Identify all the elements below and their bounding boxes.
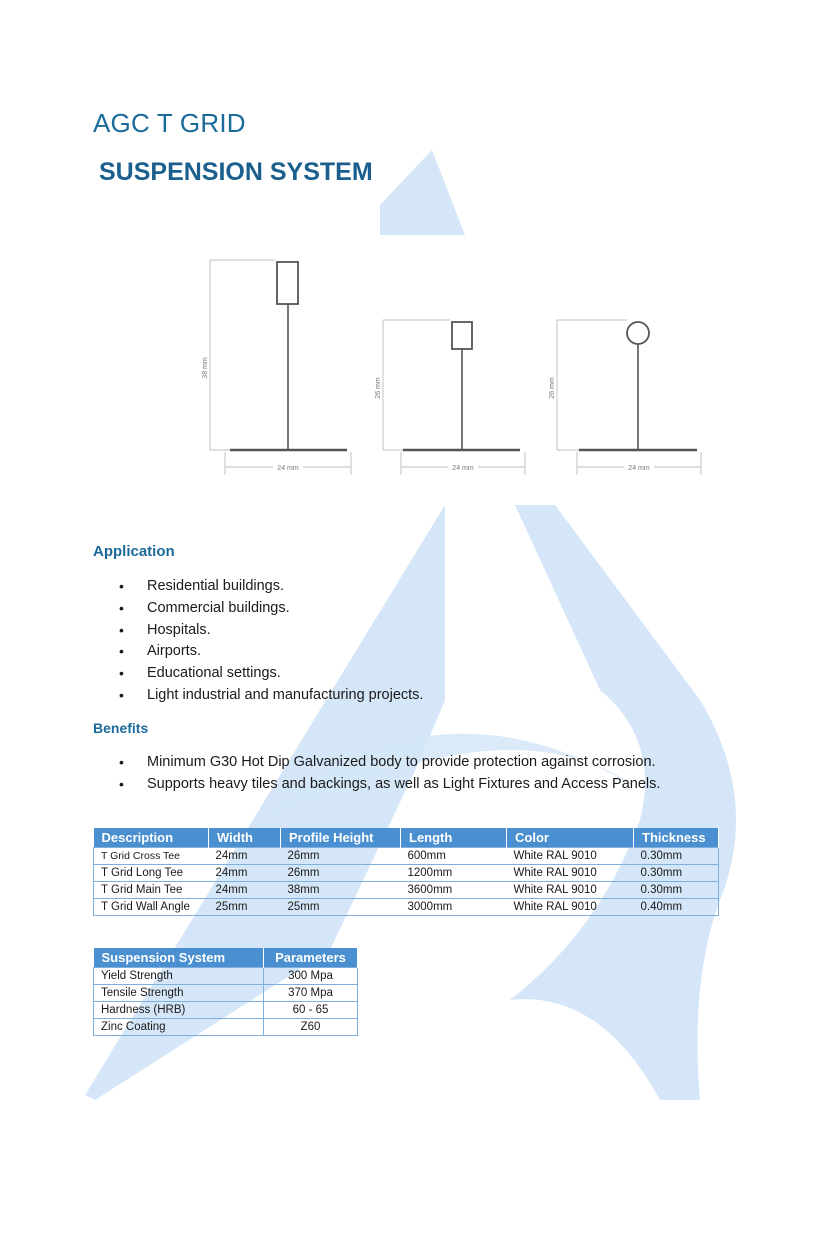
table-cell: 26mm: [281, 848, 401, 865]
table-cell: 25mm: [209, 899, 281, 916]
parameters-table: [93, 948, 358, 1036]
table-cell: Hardness (HRB): [94, 1002, 264, 1019]
list-item: [93, 685, 423, 707]
column-header: Color: [507, 828, 634, 848]
column-header: Description: [94, 828, 209, 848]
application-list: [93, 576, 423, 707]
page-title: AGC T GRID: [93, 108, 246, 138]
profile-main-tee: [210, 260, 351, 475]
table-cell: 24mm: [209, 882, 281, 899]
table-cell: 0.30mm: [634, 848, 719, 865]
table-cell: 0.30mm: [634, 882, 719, 899]
bullet-icon: •: [119, 578, 124, 594]
table-row: [94, 1019, 358, 1036]
table-cell: T Grid Main Tee: [94, 882, 209, 899]
table-cell: 38mm: [281, 882, 401, 899]
table-cell: White RAL 9010: [507, 899, 634, 916]
table-cell: 24mm: [209, 865, 281, 882]
list-item-text: Airports.: [147, 643, 201, 660]
table-cell: 1200mm: [401, 865, 507, 882]
table-row: [94, 985, 358, 1002]
table-cell: 3000mm: [401, 899, 507, 916]
table-cell: White RAL 9010: [507, 848, 634, 865]
table-cell: Yield Strength: [94, 968, 264, 985]
table-cell: T Grid Cross Tee: [94, 848, 209, 865]
bullet-icon: •: [119, 599, 124, 616]
list-item-text: Minimum G30 Hot Dip Galvanized body to provide protection against corrosion.: [147, 754, 656, 770]
profile-1-height-label: 38 mm: [202, 357, 209, 379]
table-cell: 60 - 65: [264, 1002, 358, 1019]
column-header: Parameters: [264, 948, 358, 968]
bullet-icon: •: [119, 686, 124, 703]
table-header-row: [94, 828, 719, 848]
table-cell: Zinc Coating: [94, 1019, 264, 1036]
list-item-text: Light industrial and manufacturing projects.: [147, 686, 424, 703]
profile-long-tee: [383, 320, 525, 475]
column-header: Thickness: [634, 828, 719, 848]
table-cell: Tensile Strength: [94, 985, 264, 1002]
table-row: [94, 899, 719, 916]
specification-table: [93, 828, 719, 916]
column-header: Profile Height: [281, 828, 401, 848]
list-item: [93, 598, 423, 620]
table-cell: T Grid Long Tee: [94, 865, 209, 882]
bullet-icon: •: [119, 754, 124, 770]
table-cell: 300 Mpa: [264, 968, 358, 985]
table-cell: 25mm: [281, 899, 401, 916]
application-heading: Application: [93, 543, 175, 560]
table-cell: 26mm: [281, 865, 401, 882]
column-header: Suspension System: [94, 948, 264, 968]
benefits-heading: Benefits: [93, 720, 149, 736]
table-row: [94, 968, 358, 985]
table-cell: 0.30mm: [634, 865, 719, 882]
list-item-text: Educational settings.: [147, 665, 281, 682]
table-cell: 370 Mpa: [264, 985, 358, 1002]
table-cell: White RAL 9010: [507, 882, 634, 899]
list-item-text: Hospitals.: [147, 621, 211, 638]
bullet-icon: •: [119, 665, 124, 682]
table-row: [94, 882, 719, 899]
benefits-list: [93, 752, 660, 796]
table-row: [94, 865, 719, 882]
profile-2-width-label: 24 mm: [452, 465, 474, 472]
list-item: [93, 663, 423, 685]
table-cell: T Grid Wall Angle: [94, 899, 209, 916]
table-cell: 600mm: [401, 848, 507, 865]
list-item: [93, 620, 423, 642]
list-item-text: Commercial buildings.: [147, 599, 290, 616]
list-item: [93, 774, 660, 796]
table-cell: White RAL 9010: [507, 865, 634, 882]
profile-2-height-label: 26 mm: [375, 377, 382, 399]
table-row: [94, 848, 719, 865]
column-header: Width: [209, 828, 281, 848]
tee-profile-diagrams: [195, 250, 715, 490]
bullet-icon: •: [119, 621, 124, 638]
table-cell: 24mm: [209, 848, 281, 865]
profile-3-height-label: 26 mm: [549, 377, 556, 399]
list-item-text: Residential buildings.: [147, 578, 285, 594]
profile-3-width-label: 24 mm: [628, 465, 650, 472]
watermark-top-triangle: [380, 150, 465, 235]
list-item: [93, 641, 423, 663]
table-header-row: [94, 948, 358, 968]
list-item: [93, 576, 423, 598]
profile-cross-tee: [557, 320, 701, 475]
page-subtitle: SUSPENSION SYSTEM: [99, 158, 373, 186]
list-item-text: Supports heavy tiles and backings, as well as Light Fixtures and Access Panels.: [147, 775, 661, 792]
profile-1-width-label: 24 mm: [277, 465, 299, 472]
table-cell: 3600mm: [401, 882, 507, 899]
watermark-right-stroke: [510, 505, 736, 1100]
bullet-icon: •: [119, 775, 124, 792]
table-row: [94, 1002, 358, 1019]
table-cell: 0.40mm: [634, 899, 719, 916]
table-cell: Z60: [264, 1019, 358, 1036]
column-header: Length: [401, 828, 507, 848]
bullet-icon: •: [119, 643, 124, 660]
list-item: [93, 752, 660, 774]
